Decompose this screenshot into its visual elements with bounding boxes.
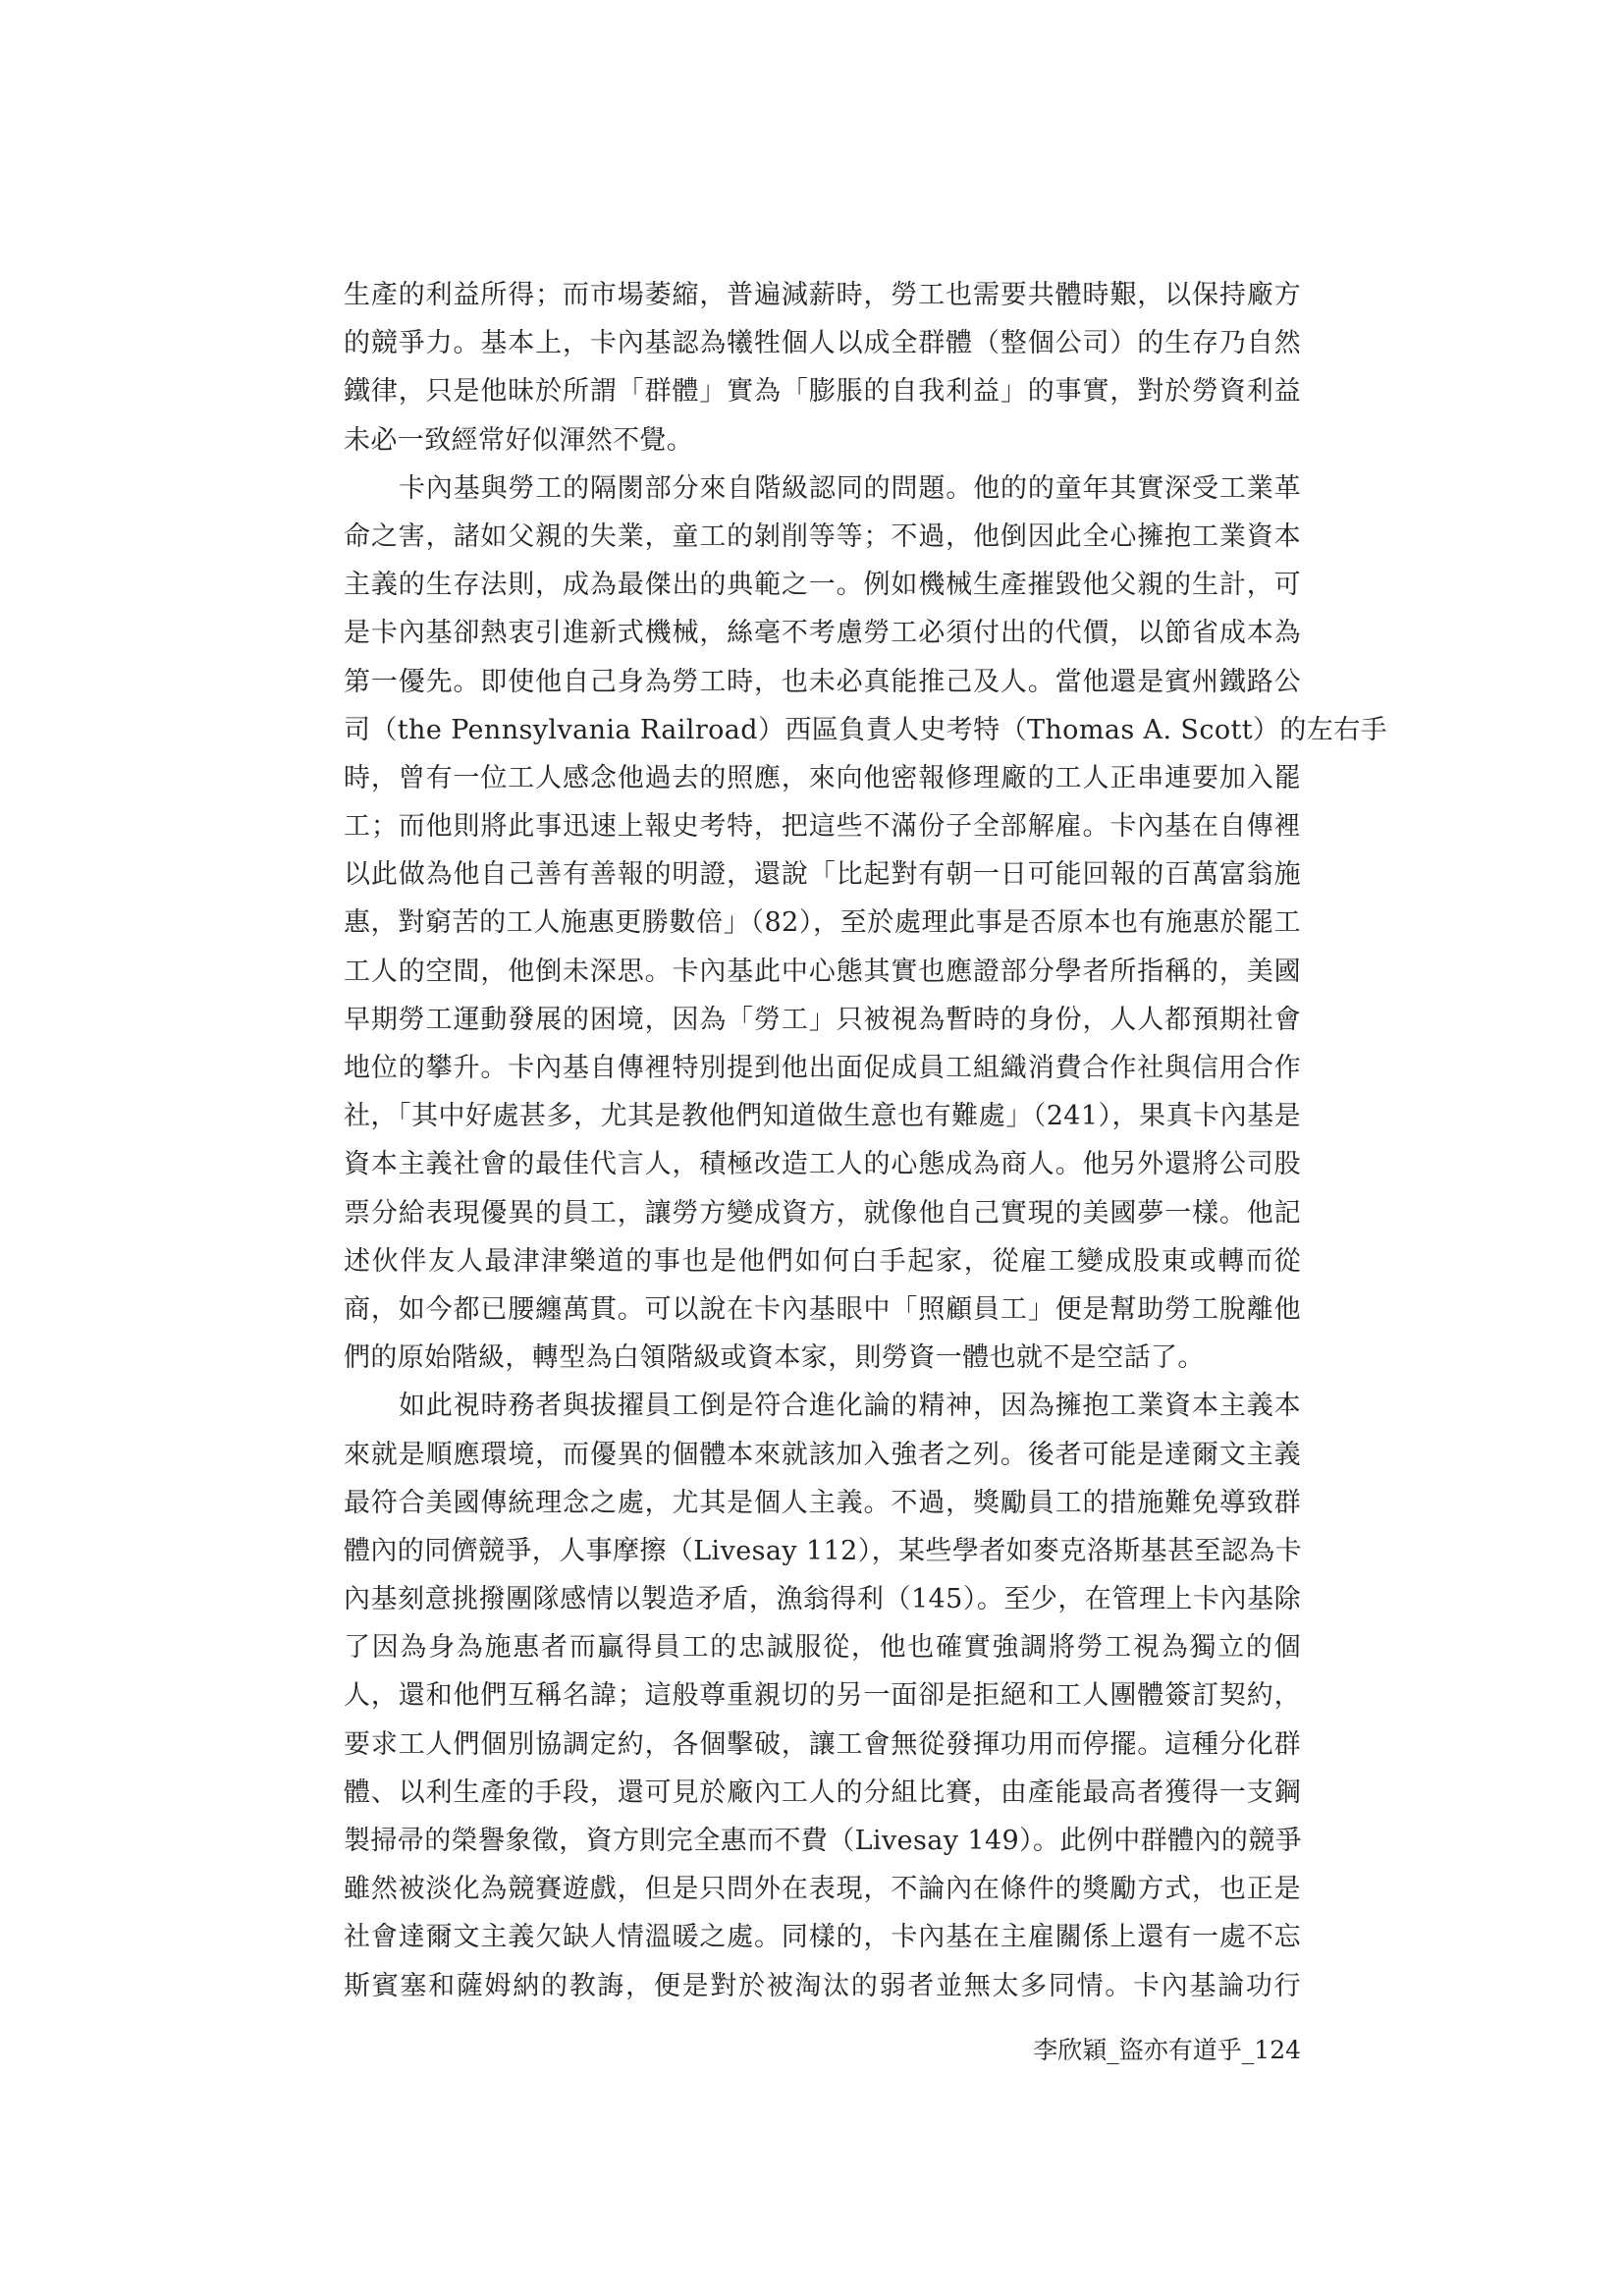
text-line: 們的原始階級，轉型為白領階級或資本家，則勞資一體也就不是空話了。 bbox=[344, 1342, 1205, 1374]
text-line: 早期勞工運動發展的困境，因為「勞工」只被視為暫時的身份，人人都預期社會 bbox=[344, 1004, 1301, 1035]
text-line: 生產的利益所得；而市場萎縮，普遍減薪時，勞工也需要共體時艱，以保持廠方 bbox=[344, 280, 1301, 310]
paragraph bbox=[344, 1382, 1301, 2009]
paragraph bbox=[344, 465, 1387, 1383]
text-line: 資本主義社會的最佳代言人，積極改造工人的心態成為商人。他另外還將公司股 bbox=[344, 1149, 1301, 1180]
text-line: 如此視時務者與拔擢員工倒是符合進化論的精神，因為擁抱工業資本主義本 bbox=[399, 1391, 1301, 1422]
running-footer: 李欣穎_盜亦有道乎_124 bbox=[1033, 2036, 1301, 2064]
text-line: 時，曾有一位工人感念他過去的照應，來向他密報修理廠的工人正串連要加入罷 bbox=[344, 762, 1301, 793]
text-line: 社，「其中好處甚多，尤其是教他們知道做生意也有難處」（241），果真卡內基是 bbox=[344, 1101, 1301, 1132]
text-line: 製掃帚的榮譽象徵，資方則完全惠而不費（Livesay 149）。此例中群體內的競爭 bbox=[344, 1826, 1303, 1856]
text-line: 社會達爾文主義欠缺人情溫暖之處。同樣的，卡內基在主雇關係上還有一處不忘 bbox=[344, 1922, 1301, 1953]
text-line: 地位的攀升。卡內基自傳裡特別提到他出面促成員工組織消費合作社與信用合作 bbox=[344, 1053, 1301, 1083]
body-text bbox=[344, 271, 1387, 2010]
text-line: 未必一致經常好似渾然不覺。 bbox=[344, 424, 694, 456]
text-line: 商，如今都已腰纏萬貫。可以說在卡內基眼中「照顧員工」便是幫助勞工脫離他 bbox=[344, 1293, 1301, 1325]
text-line: 述伙伴友人最津津樂道的事也是他們如何白手起家，從雇工變成股東或轉而從 bbox=[344, 1245, 1301, 1277]
text-line: 了因為身為施惠者而贏得員工的忠誠服從，他也確實強調將勞工視為獨立的個 bbox=[344, 1632, 1301, 1664]
text-line: 雖然被淡化為競賽遊戲，但是只問外在表現，不論內在條件的獎勵方式，也正是 bbox=[344, 1874, 1301, 1905]
paragraph bbox=[344, 271, 1301, 465]
text-line: 斯賓塞和薩姆納的教誨，便是對於被淘汰的弱者並無太多同情。卡內基論功行 bbox=[344, 1970, 1301, 2001]
text-line: 來就是順應環境，而優異的個體本來就該加入強者之列。後者可能是達爾文主義 bbox=[344, 1439, 1301, 1470]
text-line: 體、以利生產的手段，還可見於廠內工人的分組比賽，由產能最高者獲得一支鋼 bbox=[344, 1777, 1301, 1808]
text-line: 工人的空間，他倒未深思。卡內基此中心態其實也應證部分學者所指稱的，美國 bbox=[344, 956, 1301, 987]
text-line: 司（the Pennsylvania Railroad）西區負責人史考特（Thomas A. Scott）的左右手 bbox=[344, 714, 1387, 745]
text-line: 惠，對窮苦的工人施惠更勝數倍」（82），至於處理此事是否原本也有施惠於罷工 bbox=[344, 907, 1301, 939]
text-line: 體內的同儕競爭，人事摩擦（Livesay 112），某些學者如麥克洛斯基甚至認為卡 bbox=[344, 1535, 1303, 1566]
text-line: 的競爭力。基本上，卡內基認為犧牲個人以成全群體（整個公司）的生存乃自然 bbox=[344, 328, 1301, 359]
text-line: 要求工人們個別協調定約，各個擊破，讓工會無從發揮功用而停擺。這種分化群 bbox=[344, 1728, 1301, 1760]
text-line: 以此做為他自己善有善報的明證，還說「比起對有朝一日可能回報的百萬富翁施 bbox=[344, 859, 1301, 891]
text-line: 卡內基與勞工的隔閡部分來自階級認同的問題。他的的童年其實深受工業革 bbox=[399, 472, 1301, 504]
text-line: 內基刻意挑撥團隊感情以製造矛盾，漁翁得利（145）。至少，在管理上卡內基除 bbox=[344, 1584, 1301, 1615]
text-line: 命之害，諸如父親的失業，童工的剝削等等；不過，他倒因此全心擁抱工業資本 bbox=[344, 520, 1301, 552]
text-line: 人，還和他們互稱名諱；這般尊重親切的另一面卻是拒絕和工人團體簽訂契約， bbox=[344, 1680, 1301, 1712]
text-line: 是卡內基卻熱衷引進新式機械，絲毫不考慮勞工必須付出的代價，以節省成本為 bbox=[344, 618, 1301, 649]
text-line: 最符合美國傳統理念之處，尤其是個人主義。不過，獎勵員工的措施難免導致群 bbox=[344, 1487, 1301, 1518]
text-line: 第一優先。即使他自己身為勞工時，也未必真能推己及人。當他還是賓州鐵路公 bbox=[344, 666, 1301, 697]
text-line: 工；而他則將此事迅速上報史考特，把這些不滿份子全部解雇。卡內基在自傳裡 bbox=[344, 811, 1301, 843]
text-line: 鐵律，只是他昧於所謂「群體」實為「膨脹的自我利益」的事實，對於勞資利益 bbox=[344, 376, 1301, 408]
text-line: 票分給表現優異的員工，讓勞方變成資方，就像他自己實現的美國夢一樣。他記 bbox=[344, 1197, 1301, 1229]
text-line: 主義的生存法則，成為最傑出的典範之一。例如機械生產摧毀他父親的生計，可 bbox=[344, 570, 1301, 601]
